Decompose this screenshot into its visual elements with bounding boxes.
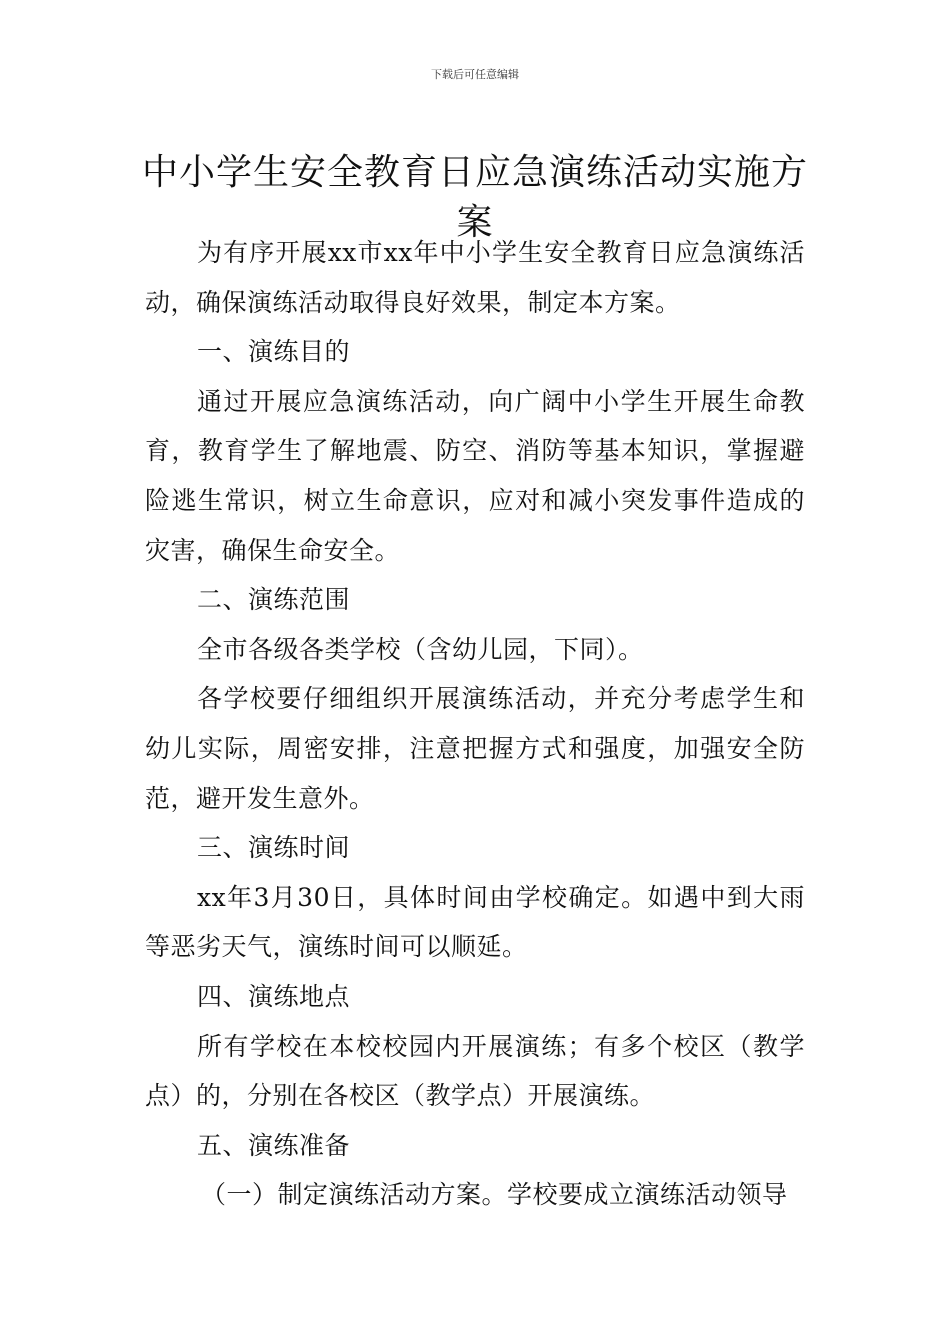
location-paragraph: 所有学校在本校校园内开展演练；有多个校区（教学点）的，分别在各校区（教学点）开展演练。: [145, 1031, 805, 1111]
intro-paragraph: 为有序开展xx市xx年中小学生安全教育日应急演练活动，确保演练活动取得良好效果，制定本方案。: [145, 238, 805, 317]
section-heading-purpose: 一、演练目的: [197, 337, 351, 367]
section-heading-scope: 二、演练范围: [197, 585, 351, 615]
purpose-paragraph: 通过开展应急演练活动，向广阔中小学生开展生命教育，教育学生了解地震、防空、消防等基本知识，掌握避险逃生常识，树立生命意识，应对和减小突发事件造成的灾害，确保生命安全。: [145, 386, 805, 565]
page-header-note: 下载后可任意编辑: [431, 68, 519, 81]
document-title: 中小学生安全教育日应急演练活动实施方案: [141, 152, 808, 244]
preparation-paragraph: （一）制定演练活动方案。学校要成立演练活动领导: [201, 1180, 788, 1210]
section-heading-time: 三、演练时间: [197, 833, 351, 863]
section-heading-preparation: 五、演练准备: [197, 1130, 351, 1160]
document-body: [145, 228, 805, 1220]
scope-detail-paragraph: 各学校要仔细组织开展演练活动，并充分考虑学生和幼儿实际，周密安排，注意把握方式和强度，加强安全防范，避开发生意外。: [145, 684, 805, 813]
scope-paragraph: 全市各级各类学校（含幼儿园，下同）。: [197, 634, 644, 664]
time-paragraph: xx年3月30日，具体时间由学校确定。如遇中到大雨等恶劣天气，演练时间可以顺延。: [145, 882, 805, 962]
section-heading-location: 四、演练地点: [197, 981, 351, 1011]
